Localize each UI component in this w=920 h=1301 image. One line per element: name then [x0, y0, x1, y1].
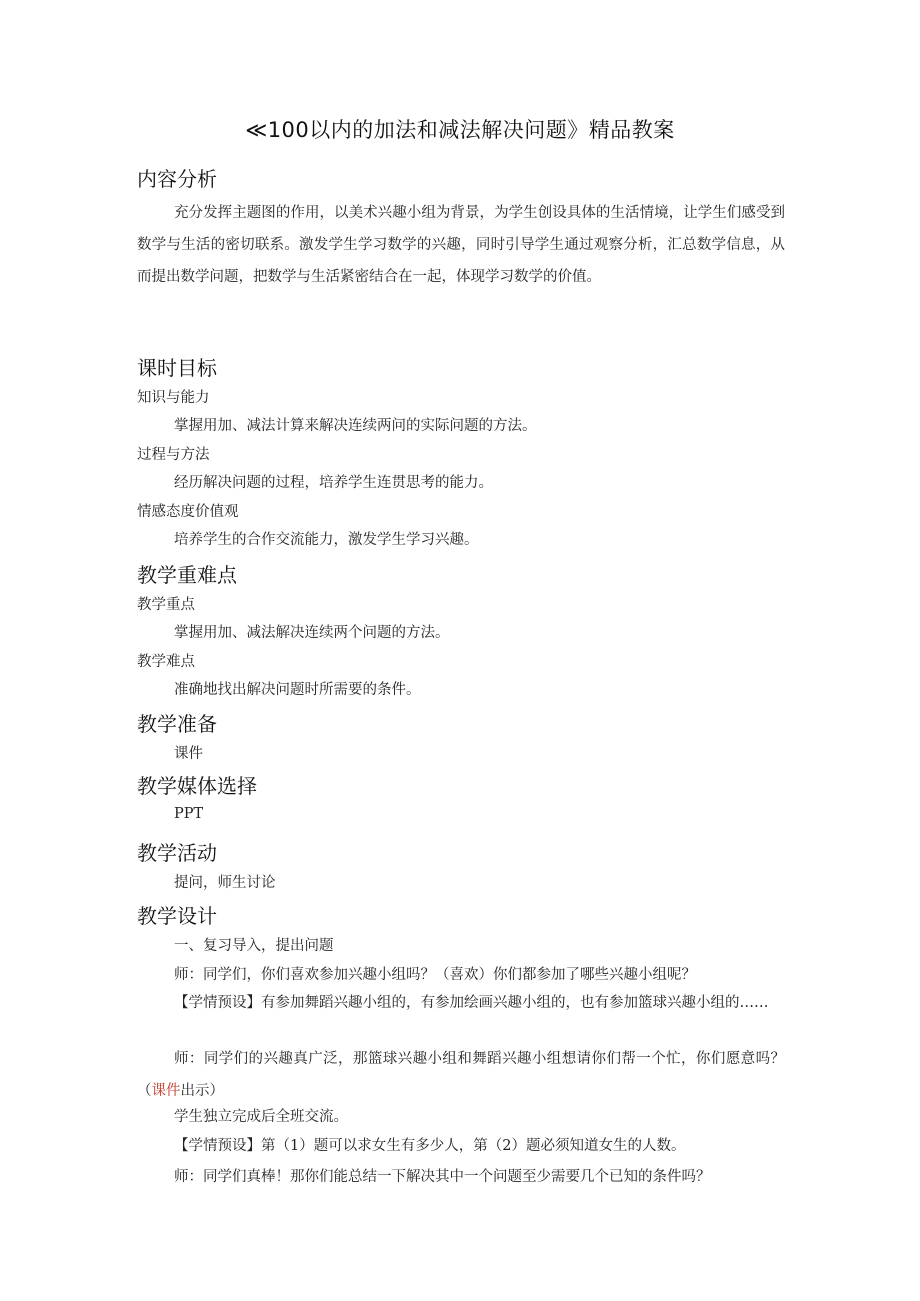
- label-emotion: 情感态度价值观: [137, 504, 239, 520]
- content-analysis-paragraph: 充分发挥主题图的作用，以美术兴趣小组为背景，为学生创设具体的生活情境，让学生们感受到数学与生活的密切联系。激发学生学习数学的兴趣，同时引导学生通过观察分析，汇总数学信息，从而提出数学问题，把数学与生活紧密结合在一起，体现学习数学的价值。: [137, 205, 785, 285]
- text-emotion: 培养学生的合作交流能力，激发学生学习兴趣。: [174, 532, 479, 548]
- design-line-7: 师：同学们真棒！那你们能总结一下解决其中一个问题至少需要几个已知的条件吗？: [174, 1169, 711, 1185]
- heading-key-points: 教学重难点: [137, 563, 237, 587]
- label-key-point: 教学重点: [137, 597, 195, 613]
- design-line-5: 学生独立完成后全班交流。: [174, 1109, 348, 1125]
- design-line-6: 【学情预设】第（1）题可以求女生有多少人，第（2）题必须知道女生的人数。: [174, 1138, 686, 1154]
- design-line-4: [137, 1043, 785, 1107]
- label-difficult-point: 教学难点: [137, 654, 195, 670]
- text-preparation: 课件: [174, 746, 203, 762]
- label-knowledge: 知识与能力: [137, 390, 210, 406]
- text-difficult-point: 准确地找出解决问题时所需要的条件。: [174, 682, 421, 698]
- text-process: 经历解决问题的过程，培养学生连贯思考的能力。: [174, 475, 493, 491]
- text-activities: 提问，师生讨论: [174, 875, 276, 891]
- design-line-2: 师：同学们，你们喜欢参加兴趣小组吗？（喜欢）你们都参加了哪些兴趣小组呢？: [174, 967, 696, 983]
- text-knowledge: 掌握用加、减法计算来解决连续两问的实际问题的方法。: [174, 418, 537, 434]
- design-line-4-part-a: 师：同学们的兴趣真广泛，那篮球兴趣小组和舞蹈兴趣小组想请你们帮一个忙，你们愿意吗？（: [137, 1051, 785, 1099]
- document-title: ≪100以内的加法和减法解决问题》精品教案: [245, 118, 675, 142]
- heading-design: 教学设计: [137, 904, 217, 928]
- design-line-3: 【学情预设】有参加舞蹈兴趣小组的，有参加绘画兴趣小组的，也有参加篮球兴趣小组的……: [174, 995, 769, 1011]
- heading-media: 教学媒体选择: [137, 774, 257, 798]
- text-key-point: 掌握用加、减法解决连续两个问题的方法。: [174, 625, 450, 641]
- design-line-1: 一、复习导入，提出问题: [174, 938, 334, 954]
- label-process: 过程与方法: [137, 447, 210, 463]
- design-line-4-part-b: 出示）: [180, 1083, 224, 1099]
- heading-preparation: 教学准备: [137, 712, 217, 736]
- heading-activities: 教学活动: [137, 841, 217, 865]
- text-media: PPT: [174, 806, 204, 822]
- heading-objectives: 课时目标: [137, 356, 217, 380]
- design-line-4-highlight: 课件: [151, 1083, 181, 1099]
- heading-content-analysis: 内容分析: [137, 167, 217, 191]
